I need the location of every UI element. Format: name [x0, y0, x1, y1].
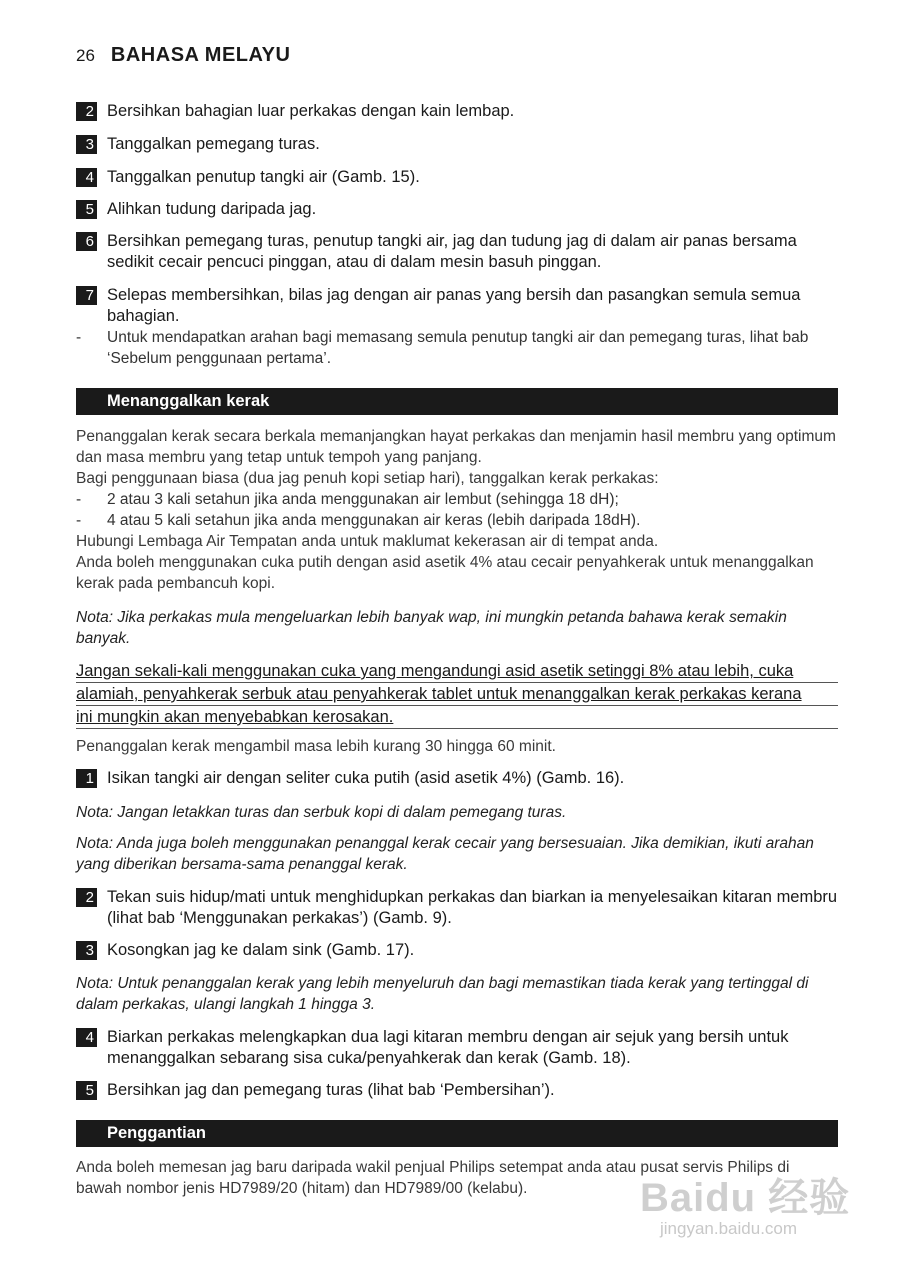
note-steam: Nota: Jika perkakas mula mengeluarkan lebih banyak wap, ini mungkin petanda bahawa kerak semakin banyak.	[76, 609, 787, 647]
warning-line: ini mungkin akan menyebabkan kerosakan.	[76, 708, 394, 726]
step-text: Bersihkan pemegang turas, penutup tangki air, jag dan tudung jag di dalam air panas bersama sedikit cecair pencuci pinggan, atau di dalam mesin basuh pinggan.	[107, 232, 797, 271]
descaling-duration: Penanggalan kerak mengambil masa lebih kurang 30 hingga 60 minit.	[76, 738, 556, 755]
page-number: 26	[76, 46, 95, 65]
step-text: Bersihkan jag dan pemegang turas (lihat bab ‘Pembersihan’).	[107, 1081, 555, 1099]
step-3-top	[76, 134, 838, 155]
step-text: Tanggalkan pemegang turas.	[107, 135, 320, 153]
step-text: Tekan suis hidup/mati untuk menghidupkan perkakas dan biarkan ia menyelesaikan kitaran membru (lihat bab ‘Menggunakan perkakas’) (Gamb. 9).	[107, 888, 838, 927]
step-number: 4	[76, 1028, 97, 1047]
step-number: 2	[76, 102, 97, 121]
step-text: Tanggalkan penutup tangki air (Gamb. 15).	[107, 168, 420, 186]
intro-paragraph: Penanggalan kerak secara berkala memanjangkan hayat perkakas dan menjamin hasil membru yang optimum dan masa membru yang tetap untuk tempoh yang panjang.	[76, 428, 836, 466]
step-number: 3	[76, 941, 97, 960]
step-7-top: 7 Selepas membersihkan, bilas jag dengan air panas yang bersih dan pasangkan semula semua bahagian. - Untuk mendapatkan arahan bagi memasang semula penutup tangki air dan pemegang turas, lihat bab ‘Sebelum penggunaan pertama’.	[76, 285, 838, 369]
step-4-top	[76, 167, 838, 188]
step-5-descale	[76, 1080, 838, 1101]
step-number: 7	[76, 286, 97, 305]
step-text: Isikan tangki air dengan seliter cuka putih (asid asetik 4%) (Gamb. 16).	[107, 769, 625, 787]
step-text: Selepas membersihkan, bilas jag dengan air panas yang bersih dan pasangkan semula semua bahagian.	[107, 286, 801, 325]
step-2-top	[76, 101, 838, 122]
section-heading-replacement: Penggantian	[76, 1120, 838, 1147]
step-6-top	[76, 231, 838, 273]
step-5-top	[76, 199, 838, 220]
intro-paragraph: Bagi penggunaan biasa (dua jag penuh kopi setiap hari), tanggalkan kerak perkakas:	[76, 470, 659, 487]
warning-line: alamiah, penyahkerak serbuk atau penyahkerak tablet untuk menanggalkan kerak perkakas kerana	[76, 685, 802, 703]
intro-paragraph: Anda boleh menggunakan cuka putih dengan asid asetik 4% atau cecair penyahkerak untuk menanggalkan kerak pada pembancuh kopi.	[76, 554, 814, 592]
step-number: 6	[76, 232, 97, 251]
dash-text: 2 atau 3 kali setahun jika anda menggunakan air lembut (sehingga 18 dH);	[107, 491, 619, 508]
step-text: Biarkan perkakas melengkapkan dua lagi kitaran membru dengan air sejuk yang bersih untuk menanggalkan sebarang sisa cuka/penyahkerak dan kerak (Gamb. 18).	[107, 1028, 789, 1067]
step-3-descale	[76, 940, 838, 961]
step-4-descale	[76, 1027, 838, 1069]
page-header	[76, 44, 290, 67]
dash-text: Untuk mendapatkan arahan bagi memasang semula penutup tangki air dan pemegang turas, lihat bab ‘Sebelum penggunaan pertama’.	[107, 329, 809, 367]
warning-box	[76, 660, 838, 729]
step-number: 5	[76, 200, 97, 219]
dash-text: 4 atau 5 kali setahun jika anda menggunakan air keras (lebih daripada 18dH).	[107, 512, 641, 529]
step-number: 3	[76, 135, 97, 154]
step-1-descale	[76, 768, 838, 789]
step-text: Bersihkan bahagian luar perkakas dengan kain lembap.	[107, 102, 515, 120]
step-number: 4	[76, 168, 97, 187]
language-title: BAHASA MELAYU	[110, 44, 291, 66]
section-heading-descaling: Menanggalkan kerak	[76, 388, 838, 415]
intro-paragraph: Hubungi Lembaga Air Tempatan anda untuk maklumat kekerasan air di tempat anda.	[76, 533, 659, 550]
step-number: 1	[76, 769, 97, 788]
note-liquid-descaler: Nota: Anda juga boleh menggunakan penanggal kerak cecair yang bersesuaian. Jika demikian, ikuti arahan yang diberikan bersama-sama penanggal kerak.	[76, 835, 814, 873]
descaling-intro: Penanggalan kerak secara berkala memanjangkan hayat perkakas dan menjamin hasil membru yang optimum dan masa membru yang tetap untuk tempoh yang panjang. Bagi penggunaan biasa (dua jag penuh kopi setiap hari), tanggalkan kerak perkakas: - 2 atau 3 kali setahun jika anda menggunakan air lembut (sehingga 18 dH); - 4 atau 5 kali setahun jika anda menggunakan air keras (lebih daripada 18dH). Hubungi Lembaga Air Tempatan anda untuk maklumat kekerasan air di tempat anda. Anda boleh menggunakan cuka putih dengan asid asetik 4% atau cecair penyahkerak untuk menanggalkan kerak pada pembancuh kopi.	[76, 426, 838, 594]
warning-line: Jangan sekali-kali menggunakan cuka yang mengandungi asid asetik setinggi 8% atau lebih, cuka	[76, 662, 794, 680]
note-repeat: Nota: Untuk penanggalan kerak yang lebih menyeluruh dan bagi memastikan tiada kerak yang tertinggal di dalam perkakas, ulangi langkah 1 hingga 3.	[76, 975, 809, 1013]
step-2-descale	[76, 887, 838, 929]
step-number: 2	[76, 888, 97, 907]
step-text: Alihkan tudung daripada jag.	[107, 200, 317, 218]
replacement-text: Anda boleh memesan jag baru daripada wakil penjual Philips setempat anda atau pusat servis Philips di bawah nombor jenis HD7989/20 (hitam) dan HD7989/00 (kelabu).	[76, 1159, 790, 1197]
step-number: 5	[76, 1081, 97, 1100]
watermark-url: jingyan.baidu.com	[660, 1219, 798, 1238]
baidu-watermark: Baidu 经验	[640, 1176, 851, 1220]
note-filter: Nota: Jangan letakkan turas dan serbuk kopi di dalam pemegang turas.	[76, 804, 567, 821]
step-text: Kosongkan jag ke dalam sink (Gamb. 17).	[107, 941, 415, 959]
